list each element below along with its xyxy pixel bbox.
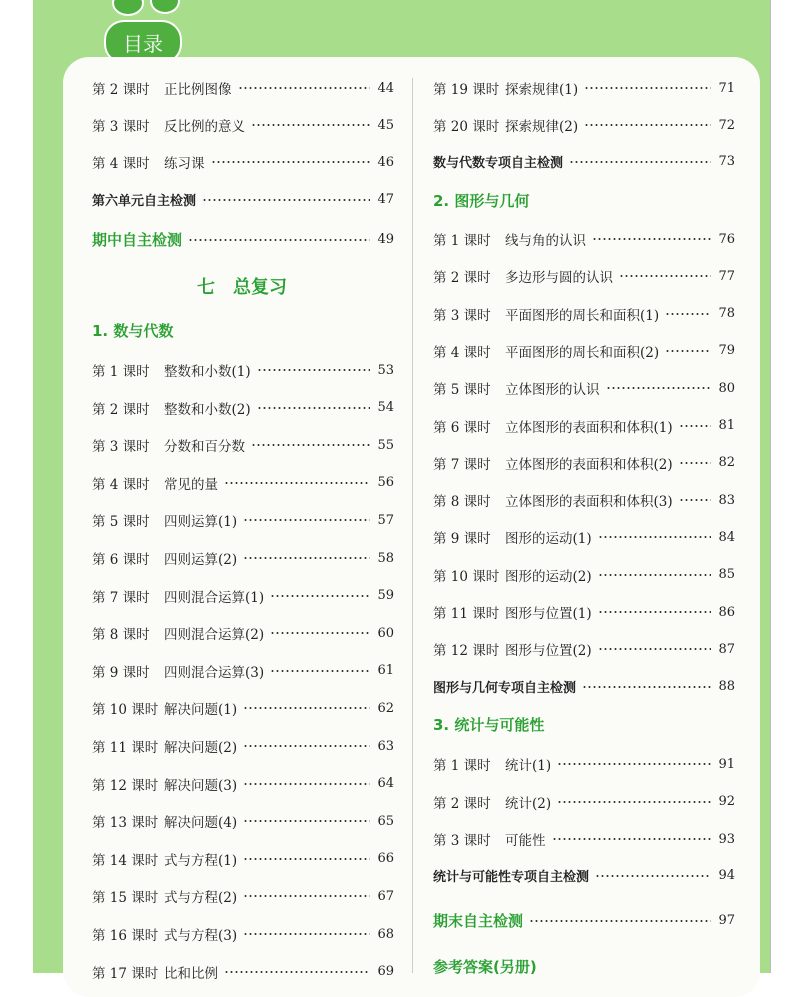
toc-entry[interactable] [92,152,394,172]
lesson-number: 第 8 课时 [92,627,150,644]
final-test-entry[interactable] [433,910,735,931]
lesson-number: 第 6 课时 [92,552,150,568]
page-number: 76 [718,231,735,247]
page-left-margin [0,0,34,973]
lesson-number: 第 11 课时 [433,606,500,622]
page-number: 84 [718,529,735,545]
page-number: 79 [718,343,735,359]
page-number: 86 [718,604,735,620]
leader-dots [595,875,711,877]
leader-dots [584,124,711,126]
page-number: 47 [377,192,394,207]
entry-title: 平面图形的周长和面积(2) [505,344,660,361]
entry-title: 式与方程(2) [164,890,238,907]
section-title: 3. 统计与可能性 [433,716,545,734]
entry-title: 反比例的意义 [164,119,245,135]
entry-title: 统计(1) [505,758,552,774]
toc-entry[interactable] [92,115,394,135]
toc-entry[interactable] [433,490,735,510]
toc-entry[interactable] [433,754,735,774]
entry-title: 平面图形的周长和面积(1) [505,307,660,324]
leader-dots [243,783,370,785]
leader-dots [619,275,711,277]
lesson-number: 第 13 课时 [92,815,159,832]
page-number: 65 [377,813,394,829]
entry-title: 期末自主检测 [433,912,524,930]
toc-entry[interactable] [92,360,394,380]
leader-dots [679,499,711,501]
toc-entry[interactable] [92,661,394,681]
algebra-test-entry[interactable] [433,152,735,171]
leader-dots [243,895,370,897]
leader-dots [251,124,370,126]
entry-title: 练习课 [164,156,205,172]
page-number: 62 [377,700,394,716]
entry-title: 四则混合运算(3) [164,664,265,681]
entry-title: 图形与位置(1) [505,606,592,622]
lesson-number: 第 10 课时 [92,702,159,719]
lesson-number: 第 7 课时 [433,456,491,473]
toc-entry[interactable] [433,829,735,849]
lesson-number: 第 7 课时 [92,589,150,606]
lesson-number: 第 20 课时 [433,119,500,135]
leader-dots [529,920,711,922]
leader-dots [665,350,711,352]
toc-entry[interactable] [433,565,735,585]
page-number: 82 [718,455,735,471]
answers-entry[interactable] [433,956,735,977]
page-number: 87 [718,641,735,657]
page-number: 64 [377,776,394,792]
lesson-number: 第 12 课时 [433,643,500,660]
page-number: 55 [377,437,394,453]
toc-entry[interactable] [433,304,735,324]
entry-title: 多边形与圆的认识 [505,270,613,287]
toc-entry[interactable] [92,886,394,906]
leader-dots [598,574,711,576]
page-number: 68 [377,926,394,942]
page-number: 81 [718,418,735,433]
unit-test-entry[interactable] [92,190,394,209]
lesson-number: 第 11 课时 [92,740,159,756]
leader-dots [243,933,370,935]
leader-dots [557,801,711,803]
entry-title: 四则混合运算(2) [164,627,265,644]
entry-title: 图形与几何专项自主检测 [433,681,577,696]
page-number: 92 [718,794,735,809]
entry-title: 立体图形的表面积和体积(3) [505,494,673,511]
page-number: 69 [377,964,394,980]
toc-entry[interactable] [92,510,394,530]
entry-title: 正比例图像 [164,82,232,98]
page-number: 63 [377,738,394,754]
lesson-number: 第 3 课时 [433,833,491,849]
entry-title: 图形的运动(1) [505,531,592,548]
lesson-number: 第 5 课时 [433,382,491,399]
toc-entry[interactable] [92,924,394,944]
page-number: 46 [377,154,394,170]
lesson-number: 第 4 课时 [433,344,491,361]
toc-entry[interactable] [433,602,735,622]
column-divider [412,78,413,973]
page-number: 60 [377,625,394,641]
leader-dots [679,462,711,464]
lesson-number: 第 4 课时 [92,476,150,493]
toc-entry[interactable] [92,962,394,982]
toc-entry[interactable] [92,78,394,98]
leader-dots [270,595,370,597]
lesson-number: 第 10 课时 [433,568,500,585]
page-number: 71 [718,80,735,96]
lesson-number: 第 3 课时 [92,439,150,456]
entry-title: 参考答案(另册) [433,958,537,976]
entry-title: 解决问题(2) [164,740,238,756]
toc-entry[interactable] [92,623,394,643]
entry-title: 分数和百分数 [164,439,245,456]
lesson-number: 第 2 课时 [92,82,150,98]
toc-entry[interactable] [433,639,735,659]
toc-entry[interactable] [92,698,394,718]
entry-title: 整数和小数(1) [164,364,251,380]
toc-entry[interactable] [92,473,394,493]
leader-dots [270,632,370,634]
leader-dots [224,971,370,973]
toc-entry[interactable] [433,229,735,249]
page-number: 72 [718,117,735,133]
page-number: 44 [377,80,394,96]
entry-title: 立体图形的认识 [505,382,600,399]
leader-dots [606,387,712,389]
toc-entry[interactable] [433,115,735,135]
entry-title: 期中自主检测 [92,231,183,249]
toc-badge: 目录 [104,20,182,64]
toc-entry[interactable] [92,849,394,869]
leader-dots [598,648,711,650]
midterm-entry[interactable] [92,229,394,250]
page-number: 93 [718,831,735,847]
lesson-number: 第 9 课时 [92,664,150,681]
entry-title: 探索规律(1) [505,82,579,98]
page-number: 58 [377,550,394,566]
toc-entry[interactable] [433,378,735,398]
leader-dots [270,670,370,672]
entry-title: 解决问题(3) [164,777,238,794]
leader-dots [584,87,711,89]
leader-dots [243,745,370,747]
page-number: 57 [377,512,394,528]
leader-dots [257,369,370,371]
entry-title: 线与角的认识 [505,233,586,249]
page-number: 54 [377,400,394,416]
page-number: 91 [718,756,735,772]
page-number: 67 [377,888,394,904]
entry-title: 四则混合运算(1) [164,589,265,606]
lesson-number: 第 1 课时 [433,758,491,774]
lesson-number: 第 9 课时 [433,531,491,548]
section-title: 1. 数与代数 [92,322,174,340]
entry-title: 四则运算(1) [164,514,238,531]
entry-title: 数与代数专项自主检测 [433,156,564,171]
leader-dots [598,611,711,613]
page-number: 45 [377,117,394,133]
toc-entry[interactable] [92,774,394,794]
toc-entry[interactable] [92,586,394,606]
leader-dots [243,858,370,860]
toc-entry[interactable] [433,453,735,473]
entry-title: 图形与位置(2) [505,643,592,660]
lesson-number: 第 2 课时 [433,270,491,287]
toc-entry[interactable] [92,736,394,756]
stats-test-entry[interactable] [433,866,735,885]
page-number: 88 [718,679,735,694]
leader-dots [665,313,711,315]
lesson-number: 第 8 课时 [433,494,491,511]
page-number: 66 [377,851,394,867]
lesson-number: 第 12 课时 [92,777,159,794]
entry-title: 可能性 [505,833,546,849]
page-number: 53 [377,362,394,378]
leader-dots [257,407,370,409]
toc-entry[interactable] [433,527,735,547]
entry-title: 常见的量 [164,476,218,493]
leader-dots [582,686,711,688]
page-number: 77 [718,268,735,284]
page-number: 80 [718,380,735,396]
leader-dots [598,536,711,538]
page-number: 56 [377,475,394,491]
lesson-number: 第 16 课时 [92,928,159,944]
toc-entry[interactable] [92,811,394,831]
entry-title: 探索规律(2) [505,119,579,135]
entry-title: 立体图形的表面积和体积(2) [505,456,673,473]
section-title: 2. 图形与几何 [433,192,530,210]
page-number: 61 [377,663,394,679]
page-number: 85 [718,567,735,583]
toc-entry[interactable] [433,266,735,286]
entry-title: 四则运算(2) [164,552,238,568]
entry-title: 比和比例 [164,965,218,982]
lesson-number: 第 4 课时 [92,156,150,172]
toc-entry[interactable] [92,398,394,418]
page-number: 73 [718,154,735,169]
lesson-number: 第 6 课时 [433,419,491,436]
page-right-margin [770,0,795,973]
entry-title: 式与方程(3) [164,928,238,944]
page-number: 49 [377,232,394,247]
leader-dots [238,87,371,89]
leader-dots [243,707,370,709]
lesson-number: 第 3 课时 [433,307,491,324]
entry-title: 整数和小数(2) [164,401,251,418]
lesson-number: 第 14 课时 [92,852,159,869]
entry-title: 式与方程(1) [164,852,238,869]
entry-title: 统计与可能性专项自主检测 [433,870,590,885]
entry-title: 立体图形的表面积和体积(1) [505,419,673,436]
entry-title: 图形的运动(2) [505,568,592,585]
page-number: 94 [718,868,735,883]
lesson-number: 第 1 课时 [92,364,150,380]
leader-dots [188,239,370,241]
leader-dots [211,161,371,163]
toc-entry[interactable] [433,416,735,436]
entry-title: 解决问题(1) [164,702,238,719]
lesson-number: 第 17 课时 [92,965,159,982]
toc-entry[interactable] [433,78,735,98]
lesson-number: 第 15 课时 [92,890,159,907]
page-number: 97 [718,913,735,928]
lesson-number: 第 1 课时 [433,233,491,249]
lesson-number: 第 2 课时 [433,795,491,812]
leader-dots [552,838,712,840]
leader-dots [569,161,711,163]
leader-dots [243,557,370,559]
leader-dots [592,238,711,240]
toc-entry[interactable] [92,435,394,455]
entry-title: 统计(2) [505,795,552,812]
entry-title: 解决问题(4) [164,815,238,832]
toc-entry[interactable] [433,341,735,361]
page-number: 59 [377,588,394,604]
geometry-test-entry[interactable] [433,677,735,696]
leader-dots [251,444,370,446]
page-number: 78 [718,306,735,322]
toc-entry[interactable] [92,548,394,568]
lesson-number: 第 3 课时 [92,119,150,135]
leader-dots [243,820,370,822]
leader-dots [557,763,711,765]
chapter-title: 七 总复习 [197,277,287,298]
leader-dots [202,199,370,201]
leader-dots [243,519,370,521]
entry-title: 第六单元自主检测 [92,194,197,209]
lesson-number: 第 19 课时 [433,82,500,98]
lesson-number: 第 2 课时 [92,401,150,418]
lesson-number: 第 5 课时 [92,514,150,531]
toc-entry[interactable] [433,792,735,812]
leader-dots [224,482,370,484]
leader-dots [679,425,711,427]
page-number: 83 [718,492,735,508]
